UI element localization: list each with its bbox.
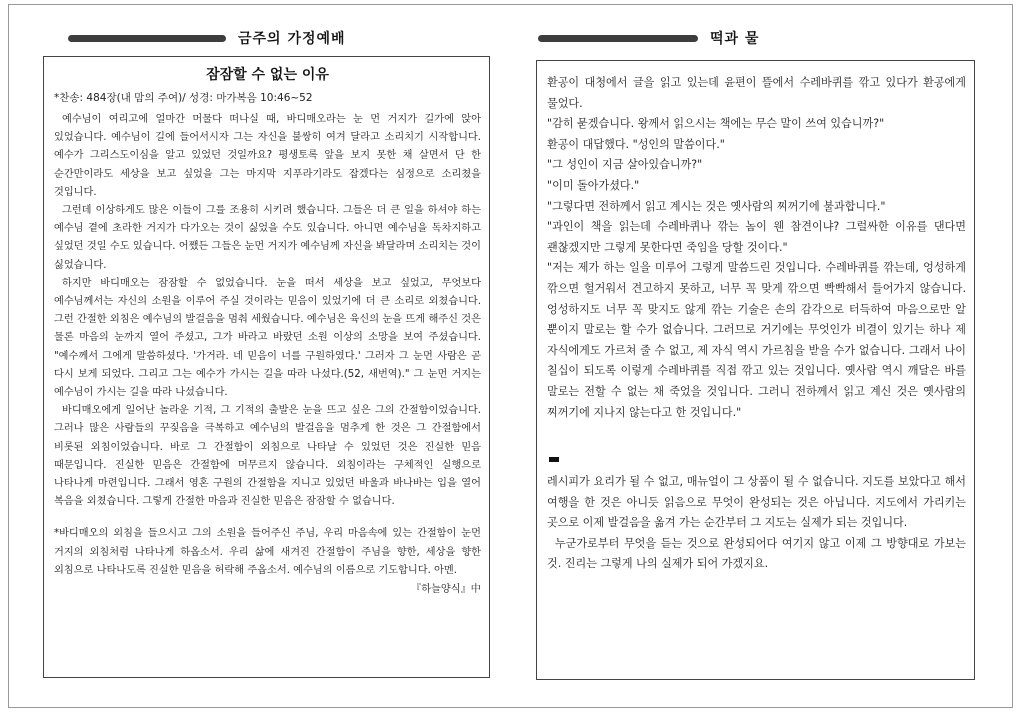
- right-header: [538, 26, 759, 50]
- reflection-paragraph: 레시피가 요리가 될 수 없고, 매뉴얼이 그 상품이 될 수 없습니다. 지도를 보았다고 해서 여행을 한 것은 아니듯 읽음으로 무엇이 완성되는 것은 아닙니다. 지도에서 가리키는 곳으로 이제 발걸음을 옮겨 가는 순간부터 그 지도는 실제가 되는 것입니다.: [547, 475, 966, 530]
- article-paragraph: 바디매오에게 일어난 놀라운 기적, 그 기적의 출발은 눈을 뜨고 싶은 그의 간절함이었습니다. 그러나 많은 사람들의 꾸짖음을 극복하고 예수님의 발걸음을 멈추게 한 것은 그 간절함에서 비롯된 외침이었습니다. 바로 그 간절함이 외침으로 나타날 수 있었던 것은 진실한 믿음 때문입니다. 진실한 믿음은 간절함에 머무르지 않습니다. 외침이라는 구체적인 실행으로 나타나게 마련입니다. 그래서 영혼 구원의 간절함을 지니고 있었던 바울과 바나바는 입을 열어 복음을 외쳤습니다. 그렇게 간절한 마음과 진실한 믿음은 잠잠할 수 없습니다.: [54, 405, 481, 508]
- hymn-scripture-line: *찬송: 484장(내 맘의 주여)/ 성경: 마가복음 10:46~52: [54, 92, 313, 104]
- left-article-box: [43, 56, 490, 678]
- right-header-title: 떡과 물: [710, 31, 760, 47]
- source-signature: 『하늘양식』中: [411, 583, 481, 595]
- article-title: 잠잠할 수 없는 이유: [206, 67, 329, 83]
- article-paragraph: 그런데 이상하게도 많은 이들이 그를 조용히 시키려 했습니다. 그들은 더 큰 일을 하셔야 하는 예수님 곁에 초라한 거지가 다가오는 것이 싫었을 수도 있습니다. 아니면 예수님을 독차지하고 싶었던 것일 수도 있습니다. 어쨌든 그들은 눈먼 거지가 예수님께 자신을 봐달라며 소리치는 것이 싫었습니다.: [54, 205, 481, 271]
- story-dialogue: "그 성인이 지금 살아있습니까?": [547, 158, 703, 172]
- left-header-title: 금주의 가정예배: [238, 31, 346, 47]
- left-header: [68, 26, 346, 50]
- header-bar-decoration: [538, 35, 698, 42]
- header-bar-decoration: [68, 35, 226, 42]
- section-divider-mark: [549, 457, 559, 462]
- story-dialogue: "감히 묻겠습니다. 왕께서 읽으시는 책에는 무슨 말이 쓰여 있습니까?": [547, 117, 885, 131]
- reflection-paragraph: 누군가로부터 무엇을 듣는 것으로 완성되어다 여기지 않고 이제 그 방향대로 가보는 것. 진리는 그렇게 나의 실제가 되어 가겠지요.: [547, 536, 966, 571]
- right-article-box: [536, 60, 975, 680]
- prayer-paragraph: [54, 525, 481, 595]
- story-dialogue: "저는 제가 하는 일을 미루어 그렇게 말씀드린 것입니다. 수레바퀴를 깎는데, 엉성하게 깎으면 헐거워서 견고하지 못하고, 너무 꼭 맞게 깎으면 빡빡해서 들어가지 않습니다. 엉성하지도 너무 꼭 맞지도 않게 깎는 기술은 손의 감각으로 터득하여 마음으로만 알 뿐이지 말로는 할 수가 없습니다. 그러므로 거기에는 무엇인가 비결이 있기는 하나 제 자식에게도 가르쳐 줄 수 없고, 제 자식 역시 가르침을 받을 수가 없습니다. 그래서 나이 칠십이 되도록 이렇게 수레바퀴를 직접 깎고 있는 것입니다. 옛사람 역시 깨달은 바를 말로는 전할 수 없는 채 죽었을 것입니다. 그러니 전하께서 읽고 계신 것은 옛사람의 찌꺼기에 지나지 않는다고 한 것입니다.": [547, 261, 966, 419]
- story-dialogue: "과인이 책을 읽는데 수레바퀴나 깎는 놈이 웬 참견이냐? 그럴싸한 이유를 댄다면 괜찮겠지만 그렇게 못한다면 죽임을 당할 것이다.": [547, 220, 966, 254]
- story-dialogue: "이미 돌아가셨다.": [547, 178, 640, 192]
- story-paragraph: 환공이 대청에서 글을 읽고 있는데 윤편이 뜰에서 수레바퀴를 깎고 있다가 환공에게 물었다.: [547, 76, 966, 110]
- article-paragraph: 예수님이 여리고에 얼마간 머물다 떠나실 때, 바디매오라는 눈 먼 거지가 길가에 앉아 있었습니다. 예수님이 길에 들어서시자 그는 자신을 불쌍히 여겨 달라고 소리치기 시작합니다. 예수가 그리스도이심을 알고 있었던 것일까요? 평생토록 앞을 보지 못한 채 살면서 단 한 순간만이라도 세상을 보고 싶었을 그는 마지막 지푸라기라도 잡겠다는 심정으로 소리쳤을 것입니다.: [54, 114, 481, 198]
- article-paragraph: 하지만 바디매오는 잠잠할 수 없었습니다. 눈을 떠서 세상을 보고 싶었고, 무엇보다 예수님께서는 자신의 소원을 이루어 주실 것이라는 믿음이 있었기에 더 큰 소리로 외쳤습니다. 그런 간절한 외침은 예수님의 발걸음을 멈춰 세웠습니다. 예수님은 육신의 눈을 뜨게 해주신 것은 물론 마음의 눈까지 열어 주셨고, 그가 바라고 바랐던 소원 이상의 소망을 보여 주셨습니다. "예수께서 그에게 말씀하셨다. '가거라. 네 믿음이 너를 구원하였다.' 그러자 그 눈먼 사람은 곧 다시 보게 되었다. 그리고 그는 예수가 가시는 길을 따라 나섰다.(52, 새번역)." 그 눈먼 거지는 예수님이 가시는 길을 따라 나섰습니다.: [54, 277, 481, 399]
- prayer-text: *바디매오의 외침을 들으시고 그의 소원을 들어주신 주님, 우리 마음속에 있는 간절함이 눈먼 거지의 외침처럼 나타나게 하옵소서. 우리 삶에 새겨진 간절함이 주님을 향한, 세상을 향한 외침으로 나타나도록 진실한 믿음을 허락해 주옵소서. 예수님의 이름으로 기도합니다. 아멘.: [54, 528, 481, 577]
- story-dialogue: 환공이 대답했다. "성인의 말씀이다.": [547, 137, 725, 151]
- story-dialogue: "그렇다면 전하께서 읽고 계시는 것은 옛사람의 찌꺼기에 불과합니다.": [547, 199, 886, 213]
